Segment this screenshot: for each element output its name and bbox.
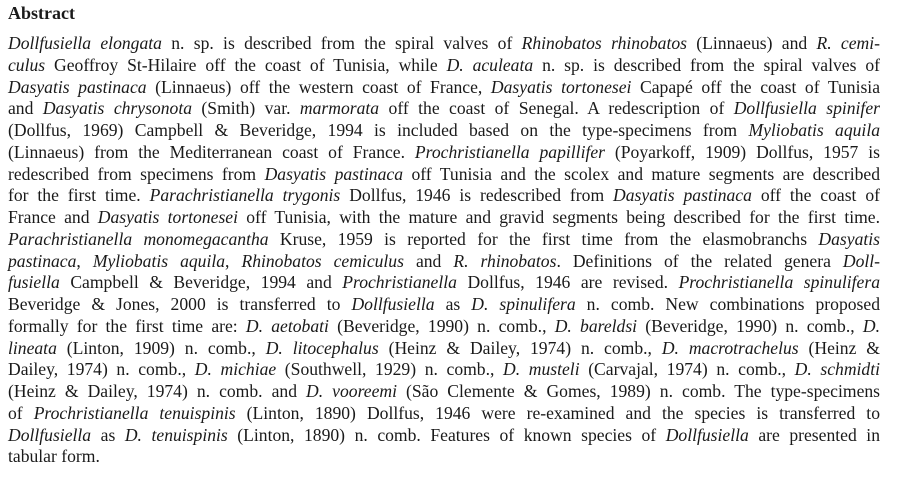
text-segment: off Tunisia, with the mature and gravid segments being described for the first time. — [238, 207, 880, 227]
italic-taxon-text: Parachristianella trygonis — [149, 185, 341, 206]
text-segment: . Definitions of the related genera — [556, 250, 843, 271]
italic-taxon-text: lineata — [8, 337, 57, 358]
abstract-line — [8, 120, 880, 142]
abstract-line — [8, 55, 880, 77]
italic-taxon-text: Prochristianella spinulifera — [678, 272, 880, 293]
italic-taxon-text: Dasyatis pastinaca — [8, 76, 147, 97]
italic-taxon-text: R. cemi- — [816, 33, 880, 53]
text-segment: Dailey, 1974) n. comb., — [8, 359, 195, 380]
italic-taxon-text: D. musteli — [503, 359, 580, 380]
text-segment: (Southwell, 1929) n. comb., — [276, 359, 504, 380]
abstract-line — [8, 294, 880, 316]
abstract-line — [8, 403, 880, 425]
italic-taxon-text: Dasyatis tortonesei — [490, 76, 632, 97]
text-segment: Dollfus, 1946 is redescribed from — [340, 185, 614, 206]
italic-taxon-text: Dasyatis — [818, 228, 880, 249]
italic-taxon-text: Dasyatis tortonesei — [97, 207, 238, 227]
text-segment: n. sp. is described from the spiral valves of — [161, 33, 522, 53]
italic-taxon-text: Prochristianella tenuispinis — [33, 402, 236, 423]
text-segment: (Beveridge, 1990) n. comb., — [637, 315, 863, 336]
abstract-line — [8, 316, 880, 338]
text-segment: tabular form. — [8, 446, 100, 467]
italic-taxon-text: D. tenuispinis — [124, 424, 228, 445]
abstract-line — [8, 33, 880, 55]
text-segment: (Dollfus, 1969) Campbell & Beveridge, 1994 is included based on the type-specimens from — [8, 120, 749, 140]
italic-taxon-text: Dollfusiella — [665, 424, 749, 445]
text-segment: (Poyarkoff, 1909) Dollfus, 1957 is — [605, 141, 880, 162]
abstract-body — [8, 33, 880, 468]
text-segment: Beveridge & Jones, 2000 is transferred to — [8, 294, 352, 314]
text-segment: off Tunisia and the scolex and mature segments are described — [403, 163, 880, 184]
text-segment: (Smith) var. — [192, 98, 300, 119]
italic-taxon-text: D. aculeata — [446, 54, 534, 75]
text-segment: Campbell & Beveridge, 1994 and — [59, 272, 343, 293]
italic-taxon-text: Rhinobatos rhinobatos — [521, 33, 687, 53]
abstract-line — [8, 164, 880, 186]
italic-taxon-text: fusiella — [8, 272, 60, 293]
text-segment: formally for the first time are: — [8, 315, 246, 336]
abstract-line — [8, 381, 880, 403]
italic-taxon-text: Dasyatis pastinaca — [613, 185, 752, 206]
text-segment: as — [434, 294, 472, 314]
text-segment: for the first time. — [8, 185, 150, 206]
text-segment: of — [8, 402, 34, 423]
text-segment: and — [8, 98, 43, 119]
abstract-line — [8, 207, 880, 229]
text-segment: (Beveridge, 1990) n. comb., — [328, 315, 555, 336]
text-segment: and — [403, 250, 454, 271]
abstract-heading: Abstract — [8, 3, 75, 23]
text-segment: redescribed from specimens from — [8, 163, 265, 184]
italic-taxon-text: Myliobatis aquila — [748, 120, 881, 140]
italic-taxon-text: D. schmidti — [794, 359, 880, 380]
abstract-line — [8, 185, 880, 207]
abstract-line — [8, 98, 880, 120]
text-segment: Geoffroy St-Hilaire off the coast of Tunisia, while — [45, 54, 447, 75]
italic-taxon-text: Myliobatis aquila — [92, 250, 226, 271]
italic-taxon-text: D. macrotrachelus — [661, 337, 799, 358]
italic-taxon-text: D. bareldsi — [554, 315, 638, 336]
italic-taxon-text: R. rhinobatos — [453, 250, 557, 271]
italic-taxon-text: Prochristianella — [342, 272, 457, 293]
text-segment: (Linnaeus) off the western coast of France, — [146, 76, 491, 97]
italic-taxon-text: marmorata — [299, 98, 380, 119]
italic-taxon-text: Dollfusiella spinifer — [733, 98, 880, 119]
text-segment: (São Clemente & Gomes, 1989) n. comb. The type-specimens — [396, 381, 881, 401]
italic-taxon-text: D. aetobati — [245, 315, 329, 336]
abstract-line — [8, 229, 880, 251]
text-segment: (Heinz & Dailey, 1974) n. comb. and — [8, 381, 307, 401]
text-segment: (Linton, 1890) n. comb. Features of known species of — [227, 424, 666, 445]
text-segment: off the coast of — [751, 185, 880, 206]
text-segment: (Carvajal, 1974) n. comb., — [579, 359, 795, 380]
italic-taxon-text: Dollfusiella — [351, 294, 435, 314]
abstract-line — [8, 338, 880, 360]
italic-taxon-text: D. michiae — [194, 359, 277, 380]
abstract-line — [8, 142, 880, 164]
text-segment: n. comb. New combinations proposed — [575, 294, 880, 314]
abstract-line — [8, 425, 880, 447]
text-segment: as — [91, 424, 125, 445]
abstract-line — [8, 359, 880, 381]
italic-taxon-text: pastinaca — [8, 250, 77, 271]
italic-taxon-text: Doll- — [842, 250, 881, 271]
italic-taxon-text: Dollfusiella — [8, 424, 92, 445]
text-segment: France and — [8, 207, 98, 227]
italic-taxon-text: Parachristianella monomegacantha — [8, 228, 269, 249]
text-segment: (Linton, 1890) Dollfus, 1946 were re-examined and the species is transferred to — [235, 402, 880, 423]
text-segment: are presented in — [748, 424, 880, 445]
text-segment: Kruse, 1959 is reported for the first time from the elasmobranchs — [268, 228, 819, 249]
text-segment: off the coast of Senegal. A redescription of — [379, 98, 734, 119]
italic-taxon-text: Dasyatis chrysonota — [42, 98, 193, 119]
italic-taxon-text: Prochristianella papillifer — [414, 141, 605, 162]
italic-taxon-text: D. litocephalus — [265, 337, 379, 358]
text-segment: Capapé off the coast of Tunisia — [631, 76, 880, 97]
italic-taxon-text: D. spinulifera — [471, 294, 576, 314]
text-segment: (Linnaeus) and — [687, 33, 817, 53]
text-segment: , — [225, 250, 242, 271]
italic-taxon-text: culus — [8, 54, 46, 75]
text-segment: , — [76, 250, 93, 271]
italic-taxon-text: Dasyatis pastinaca — [264, 163, 404, 184]
italic-taxon-text: Rhinobatos cemiculus — [241, 250, 404, 271]
text-segment: (Linnaeus) from the Mediterranean coast of France. — [8, 141, 415, 162]
abstract-line — [8, 77, 880, 99]
text-segment: n. sp. is described from the spiral valves of — [533, 54, 881, 75]
text-segment: Dollfus, 1946 are revised. — [456, 272, 679, 293]
italic-taxon-text: Dollfusiella elongata — [8, 33, 162, 53]
abstract-line — [8, 446, 880, 468]
abstract-line — [8, 251, 880, 273]
text-segment: (Heinz & Dailey, 1974) n. comb., — [378, 337, 662, 358]
text-segment: (Linton, 1909) n. comb., — [56, 337, 266, 358]
italic-taxon-text: D. vooreemi — [306, 381, 397, 401]
text-segment: (Heinz & — [798, 337, 880, 358]
italic-taxon-text: D. — [862, 315, 880, 336]
abstract-line — [8, 272, 880, 294]
